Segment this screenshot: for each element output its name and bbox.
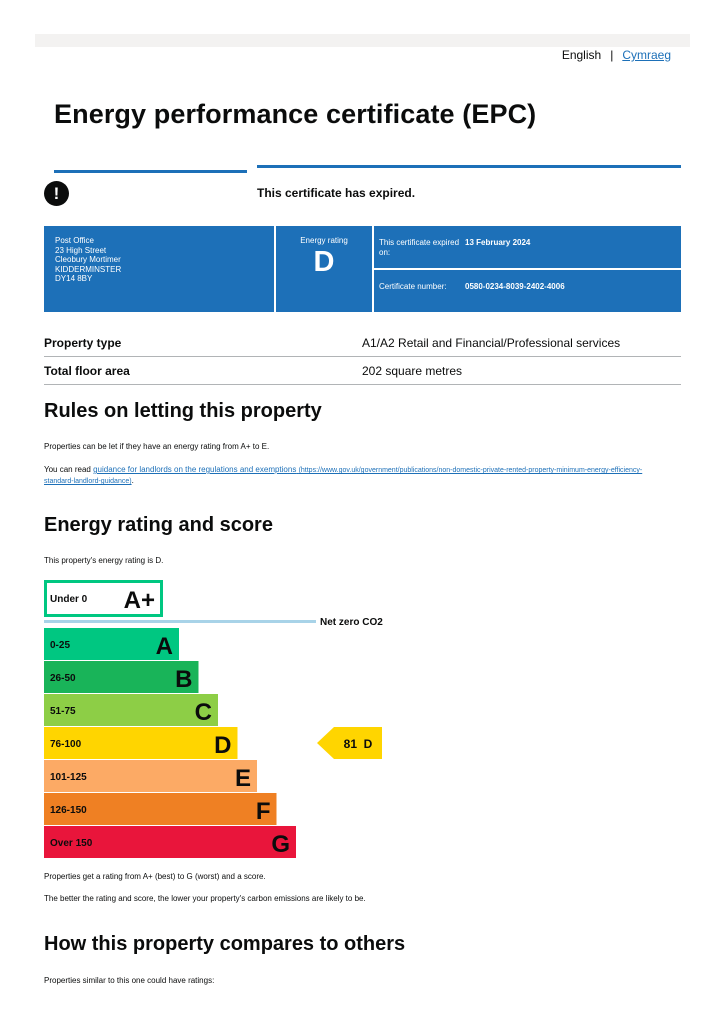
title-rule-right xyxy=(257,165,681,168)
address-line: KIDDERMINSTER xyxy=(55,264,122,274)
expiry-label: This certificate expired on: xyxy=(379,238,460,257)
language-welsh-link[interactable]: Cymraeg xyxy=(622,48,671,62)
band-letter: F xyxy=(255,798,271,825)
rules-paragraph-prefix: You can read xyxy=(44,465,94,474)
property-type-value: A1/A2 Retail and Financial/Professional services xyxy=(362,336,621,350)
rules-paragraph-suffix: . xyxy=(131,476,134,485)
expiry-row xyxy=(374,226,681,268)
rules-heading: Rules on letting this property xyxy=(44,400,322,422)
band-range-label: 26-50 xyxy=(50,673,76,684)
band-letter: E xyxy=(234,765,251,792)
band-range-label: 101-125 xyxy=(50,772,87,783)
band-letter: C xyxy=(194,699,212,726)
rules-paragraph-2 xyxy=(44,465,664,487)
current-rating-marker xyxy=(317,727,382,759)
energy-after-2: The better the rating and score, the lower your property's carbon emissions are likely to be. xyxy=(44,894,366,903)
expired-warning: This certificate has expired. xyxy=(257,186,416,200)
address-line: 23 High Street xyxy=(55,245,107,255)
floor-area-label: Total floor area xyxy=(44,364,130,378)
band-range-label: 126-150 xyxy=(50,805,87,816)
compare-heading: How this property compares to others xyxy=(44,933,406,955)
language-switcher xyxy=(562,48,671,62)
band-range-label: Over 150 xyxy=(50,838,93,849)
energy-rating-label: Energy rating xyxy=(300,236,348,245)
band-letter: G xyxy=(271,831,290,858)
floor-area-row xyxy=(44,356,681,385)
certificate-number-row xyxy=(374,270,681,312)
top-bar xyxy=(35,34,690,47)
band-letter: B xyxy=(175,666,193,693)
address-line: Cleobury Mortimer xyxy=(55,255,121,265)
net-zero-label: Net zero CO2 xyxy=(320,617,383,628)
rules-paragraph-1: Properties can be let if they have an energy rating from A+ to E. xyxy=(44,442,270,451)
energy-rating-value: D xyxy=(313,246,335,278)
energy-intro: This property's energy rating is D. xyxy=(44,556,164,565)
band-letter: D xyxy=(214,732,232,759)
property-address xyxy=(44,226,274,312)
energy-after-1: Properties get a rating from A+ (best) to G (worst) and a score. xyxy=(44,872,266,881)
certificate-meta xyxy=(374,226,681,312)
page-title: Energy performance certificate (EPC) xyxy=(54,99,537,129)
energy-rating-chart xyxy=(0,570,724,870)
address-line: DY14 8BY xyxy=(55,274,93,284)
band-range-label: 0-25 xyxy=(50,640,71,651)
certificate-summary xyxy=(44,226,681,312)
energy-heading: Energy rating and score xyxy=(44,514,273,536)
exclamation-icon: ! xyxy=(44,181,69,206)
band-letter: A xyxy=(155,633,173,660)
certificate-number: 0580-0234-8039-2402-4006 xyxy=(465,282,565,291)
band-range-label: 51-75 xyxy=(50,706,76,717)
landlord-guidance-url: (https://www.gov.uk/government/publications/non-domestic-private-rented-property-minimum-energy-efficiency-standard-landlord-guidance) xyxy=(44,467,643,485)
address-line: Post Office xyxy=(55,236,94,245)
band-range-label: 76-100 xyxy=(50,739,82,750)
landlord-guidance-link-text: guidance for landlords on the regulations and exemptions xyxy=(93,465,297,474)
band-letter: A+ xyxy=(123,587,155,614)
title-rule-left xyxy=(54,170,247,173)
band-range-label: Under 0 xyxy=(50,594,88,605)
certificate-number-label: Certificate number: xyxy=(379,282,447,291)
language-english: English xyxy=(561,48,602,62)
compare-intro: Properties similar to this one could have ratings: xyxy=(44,976,215,985)
property-type-row xyxy=(44,328,681,357)
language-separator: | xyxy=(610,48,614,62)
expiry-date: 13 February 2024 xyxy=(465,238,531,247)
floor-area-value: 202 square metres xyxy=(362,364,463,378)
property-type-label: Property type xyxy=(44,336,122,350)
current-rating-label: 81 D xyxy=(343,737,373,751)
energy-rating-box xyxy=(276,226,372,312)
